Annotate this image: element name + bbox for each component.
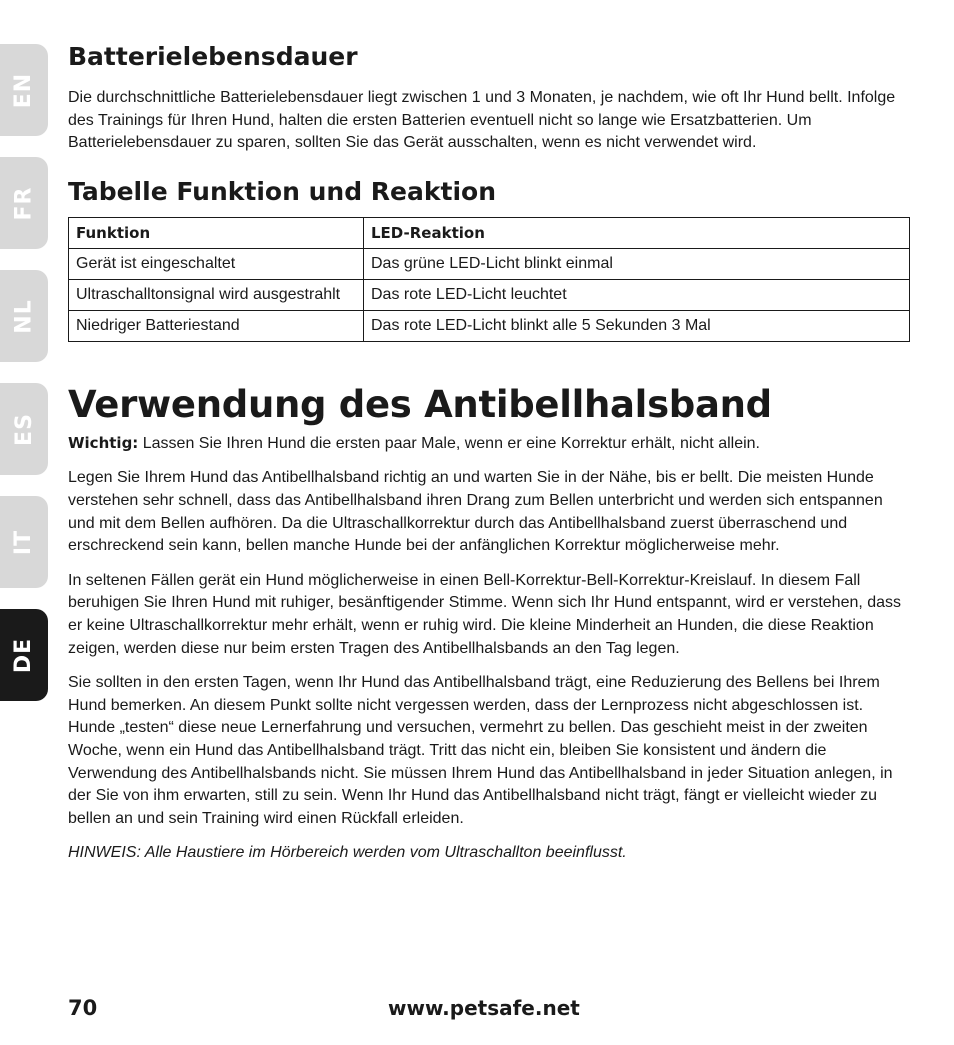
important-text: Lassen Sie Ihren Hund die ersten paar Male, wenn er eine Korrektur erhält, nicht allein. bbox=[138, 434, 760, 452]
table-cell: Das rote LED-Licht blinkt alle 5 Sekunden 3 Mal bbox=[364, 310, 910, 341]
table-row bbox=[69, 310, 910, 341]
table-cell: Ultraschalltonsignal wird ausgestrahlt bbox=[69, 279, 364, 310]
tab-en[interactable] bbox=[0, 44, 48, 136]
table-row bbox=[69, 248, 910, 279]
tab-it[interactable] bbox=[0, 496, 48, 588]
table-row bbox=[69, 279, 910, 310]
function-table bbox=[68, 217, 910, 342]
usage-paragraph-1: Legen Sie Ihrem Hund das Antibellhalsband richtig an und warten Sie in der Nähe, bis er bellt. Die meisten Hunde verstehen sehr schnell, dass das Antibellhalsband ihren Drang zum Bellen unterbricht und werden sich entspannen und mit dem Bellen aufhören. Da die Ultraschallkorrektur durch das Antibellhalsband zuerst überraschend und erschreckend sein kann, bellen manche Hunde bei der anfänglichen Korrektur möglicherweise mehr. bbox=[68, 469, 883, 555]
table-header-row bbox=[69, 217, 910, 248]
usage-heading: Verwendung des Antibellhalsband bbox=[68, 382, 772, 426]
tab-it-label: IT bbox=[11, 529, 37, 555]
table-cell: Das grüne LED-Licht blinkt einmal bbox=[364, 248, 910, 279]
battery-heading: Batterielebensdauer bbox=[68, 42, 358, 71]
important-note bbox=[68, 432, 910, 456]
usage-paragraph-3: Sie sollten in den ersten Tagen, wenn Ihr Hund das Antibellhalsband trägt, eine Reduzierung des Bellens bei Ihrem Hund bemerken. An diesem Punkt sollte nicht vergessen werden, dass der Lernprozess nicht abgeschlossen ist. Hunde „testen“ diese neue Lernerfahrung und versuchen, vermehrt zu bellen. Das geschieht meist in der zweiten Woche, wenn ein Hund das Antibellhalsband trägt. Tritt das nicht ein, bleiben Sie konsistent und ändern die Verwendung des Antibellhalsbands nicht. Sie müssen Ihrem Hund das Antibellhalsband in jeder Situation anlegen, in der Sie von ihm erwarten, still zu sein. Wenn Ihr Hund das Antibellhalsband nicht trägt, fängt er vielleicht wieder zu bellen an und sein Training wird einen Rückfall erleiden. bbox=[68, 674, 893, 827]
usage-paragraph-2: In seltenen Fällen gerät ein Hund möglicherweise in einen Bell-Korrektur-Bell-Korrektur-Kreislauf. In diesem Fall beruhigen Sie Ihren Hund mit ruhiger, besänftigender Stimme. Wenn sich Ihr Hund entspannt, wird er verstehen, dass er keine Ultraschallkorrektur mehr erhält, wenn er ruhig wird. Die kleine Minderheit an Hunden, die diese Reaktion zeigen, werden diese nur beim ersten Tragen des Antibellhalsbands an den Tag legen. bbox=[68, 571, 902, 657]
usage-note: HINWEIS: Alle Haustiere im Hörbereich werden vom Ultraschallton beeinflusst. bbox=[68, 844, 627, 862]
tab-en-label: EN bbox=[11, 72, 37, 108]
table-header-led: LED-Reaktion bbox=[364, 217, 910, 248]
tab-fr[interactable] bbox=[0, 157, 48, 249]
table-cell: Niedriger Batteriestand bbox=[69, 310, 364, 341]
tab-de[interactable] bbox=[0, 609, 48, 701]
battery-text: Die durchschnittliche Batterielebensdauer liegt zwischen 1 und 3 Monaten, je nachdem, wie oft Ihr Hund bellt. Infolge des Trainings für Ihren Hund, halten die ersten Batterien eventuell nicht so lange wie Ersatzbatterien. Um Batterielebensdauer zu sparen, sollten Sie das Gerät ausschalten, wenn es nicht verwendet wird. bbox=[68, 89, 896, 152]
page-content bbox=[68, 40, 910, 865]
tab-es-label: ES bbox=[11, 412, 37, 446]
tab-nl[interactable] bbox=[0, 270, 48, 362]
important-label: Wichtig: bbox=[68, 433, 139, 452]
tab-de-label: DE bbox=[11, 637, 37, 673]
website-link[interactable]: www.petsafe.net bbox=[388, 996, 580, 1020]
language-tabs bbox=[0, 0, 48, 1045]
page-number: 70 bbox=[68, 996, 98, 1020]
tab-es[interactable] bbox=[0, 383, 48, 475]
tab-nl-label: NL bbox=[11, 298, 37, 334]
table-cell: Das rote LED-Licht leuchtet bbox=[364, 279, 910, 310]
table-heading: Tabelle Funktion und Reaktion bbox=[68, 176, 496, 206]
page-footer bbox=[68, 996, 910, 1026]
tab-fr-label: FR bbox=[11, 186, 37, 220]
table-header-function: Funktion bbox=[69, 217, 364, 248]
table-cell: Gerät ist eingeschaltet bbox=[69, 248, 364, 279]
